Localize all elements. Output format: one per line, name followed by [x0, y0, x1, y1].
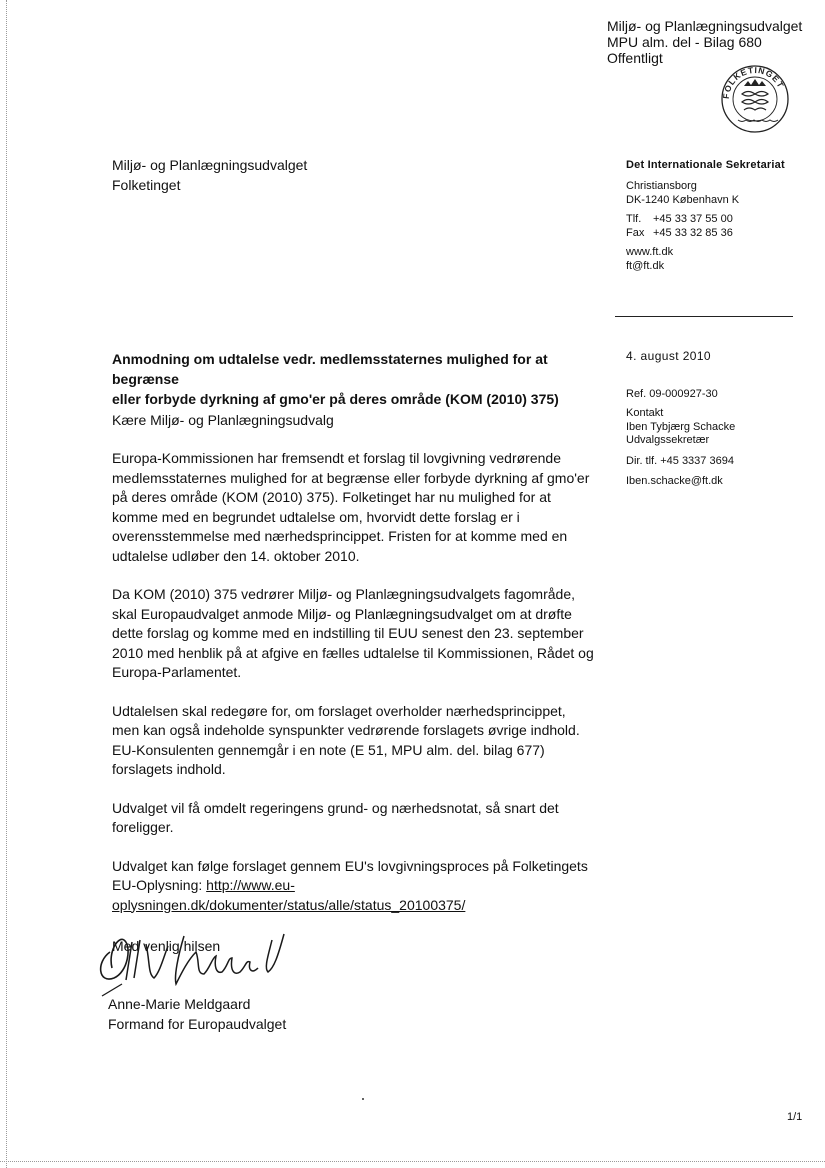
salutation: Kære Miljø- og Planlægningsudvalg — [112, 412, 334, 428]
recipient-address — [112, 155, 307, 195]
fax-label: Fax — [626, 227, 645, 239]
contact-label: Kontakt — [626, 407, 664, 419]
sender-website: www.ft.dk — [626, 246, 674, 258]
paragraph-5 — [112, 857, 612, 916]
letter-body — [112, 449, 612, 934]
paragraph-1-line: komme med en begrundet udtalelse om, hvorvidt dette forslag er i — [112, 508, 520, 525]
contact-title: Udvalgssekretær — [626, 434, 710, 446]
paragraph-2-line: Da KOM (2010) 375 vedrører Miljø- og Planlægningsudvalgets fagområde, — [112, 586, 575, 602]
paragraph-1-line: udtalelse udløber den 14. oktober 2010. — [112, 547, 360, 564]
signer-name: Anne-Marie Meldgaard — [108, 996, 251, 1012]
paragraph-1-line: overensstemmelse med nærhedsprincippet. Fristen for at komme med en — [112, 528, 568, 544]
signatory — [108, 994, 286, 1034]
paragraph-3-line: EU-Konsulenten gennemgår i en note (E 51, MPU alm. del. bilag 677) — [112, 741, 545, 758]
sender-fax — [626, 226, 785, 240]
paragraph-2-line: Europa-Parlamentet. — [112, 664, 242, 680]
letter-subject — [112, 349, 617, 409]
recipient-committee: Miljø- og Planlægningsudvalget — [112, 157, 308, 173]
scan-left-edge — [6, 0, 7, 1168]
paragraph-2-line: dette forslag og komme med en indstilling til EUU senest den 23. september — [112, 625, 584, 641]
scan-bottom-edge — [0, 1161, 825, 1162]
paragraph-2-line: skal Europaudvalget anmode Miljø- og Planlægningsudvalget om at drøfte — [112, 605, 572, 622]
page-number: 1/1 — [787, 1111, 803, 1123]
paragraph-3-line: Udtalelsen skal redegøre for, om forslaget overholder nærhedsprincippet, — [112, 702, 566, 719]
sender-telephone — [626, 212, 785, 226]
sidebar-divider — [615, 316, 793, 317]
document-stamp — [607, 18, 802, 66]
paragraph-2 — [112, 585, 612, 683]
paragraph-4-line: Udvalget vil få omdelt regeringens grund- og nærhedsnotat, så snart det — [112, 799, 559, 816]
reference-number: Ref. 09-000927-30 — [626, 388, 718, 400]
letter-date: 4. august 2010 — [626, 349, 712, 363]
stamp-reference: MPU alm. del - Bilag 680 — [607, 34, 762, 50]
closing-phrase: Med venlig hilsen — [112, 938, 221, 954]
eu-oplysning-link-continued[interactable]: oplysningen.dk/dokumenter/status/alle/status_20100375/ — [112, 896, 466, 913]
telephone-label: Tlf. — [626, 213, 642, 225]
stamp-committee: Miljø- og Planlægningsudvalget — [607, 18, 803, 34]
paragraph-1 — [112, 449, 612, 566]
eu-oplysning-link[interactable]: http://www.eu- — [206, 877, 295, 893]
contact-name: Iben Tybjærg Schacke — [626, 420, 736, 433]
sender-address-line2: DK-1240 København K — [626, 194, 740, 206]
paragraph-1-line: Europa-Kommissionen har fremsendt et forslag til lovgivning vedrørende — [112, 450, 561, 466]
contact-direct-phone: Dir. tlf. +45 3337 3694 — [626, 454, 734, 467]
sender-address-line1: Christiansborg — [626, 180, 697, 192]
seal-lettering: FOLKETINGET — [720, 64, 787, 100]
signer-title: Formand for Europaudvalget — [108, 1016, 287, 1032]
paragraph-4 — [112, 799, 612, 838]
paragraph-5-line: Udvalget kan følge forslaget gennem EU's lovgivningsproces på Folketingets — [112, 857, 588, 874]
paragraph-2-line: 2010 med henblik på at afgive en fælles udtalelse til Kommissionen, Rådet og — [112, 644, 594, 661]
paragraph-5-prefix: EU-Oplysning: — [112, 877, 207, 893]
contact-block — [626, 407, 735, 448]
contact-email: Iben.schacke@ft.dk — [626, 474, 723, 487]
subject-line-1: Anmodning om udtalelse vedr. medlemsstaternes mulighed for at begrænse — [112, 351, 548, 387]
letter-metadata — [626, 349, 735, 488]
paragraph-1-line: medlemsstaternes mulighed for at begrænse eller forbyde dyrkning af gmo'er — [112, 469, 590, 486]
sender-block — [626, 158, 785, 273]
paragraph-3 — [112, 702, 612, 780]
fax-number: +45 33 32 85 36 — [653, 227, 733, 239]
paragraph-4-line: foreligger. — [112, 819, 174, 835]
paragraph-1-line: på deres område (KOM (2010) 375). Folketinget har nu mulighed for at — [112, 489, 551, 505]
paragraph-3-line: men kan også indeholde synspunkter vedrørende forslagets øvrige indhold. — [112, 722, 580, 738]
folketinget-seal-icon — [720, 64, 790, 134]
telephone-number: +45 33 37 55 00 — [653, 213, 733, 225]
subject-line-2: eller forbyde dyrkning af gmo'er på deres område (KOM (2010) 375) — [112, 391, 559, 407]
sender-email: ft@ft.dk — [626, 260, 665, 272]
recipient-institution: Folketinget — [112, 177, 181, 193]
sender-organisation: Det Internationale Sekretariat — [626, 159, 785, 171]
stamp-status: Offentligt — [607, 50, 663, 66]
scan-speck — [362, 1098, 364, 1100]
paragraph-3-line: forslagets indhold. — [112, 761, 226, 777]
